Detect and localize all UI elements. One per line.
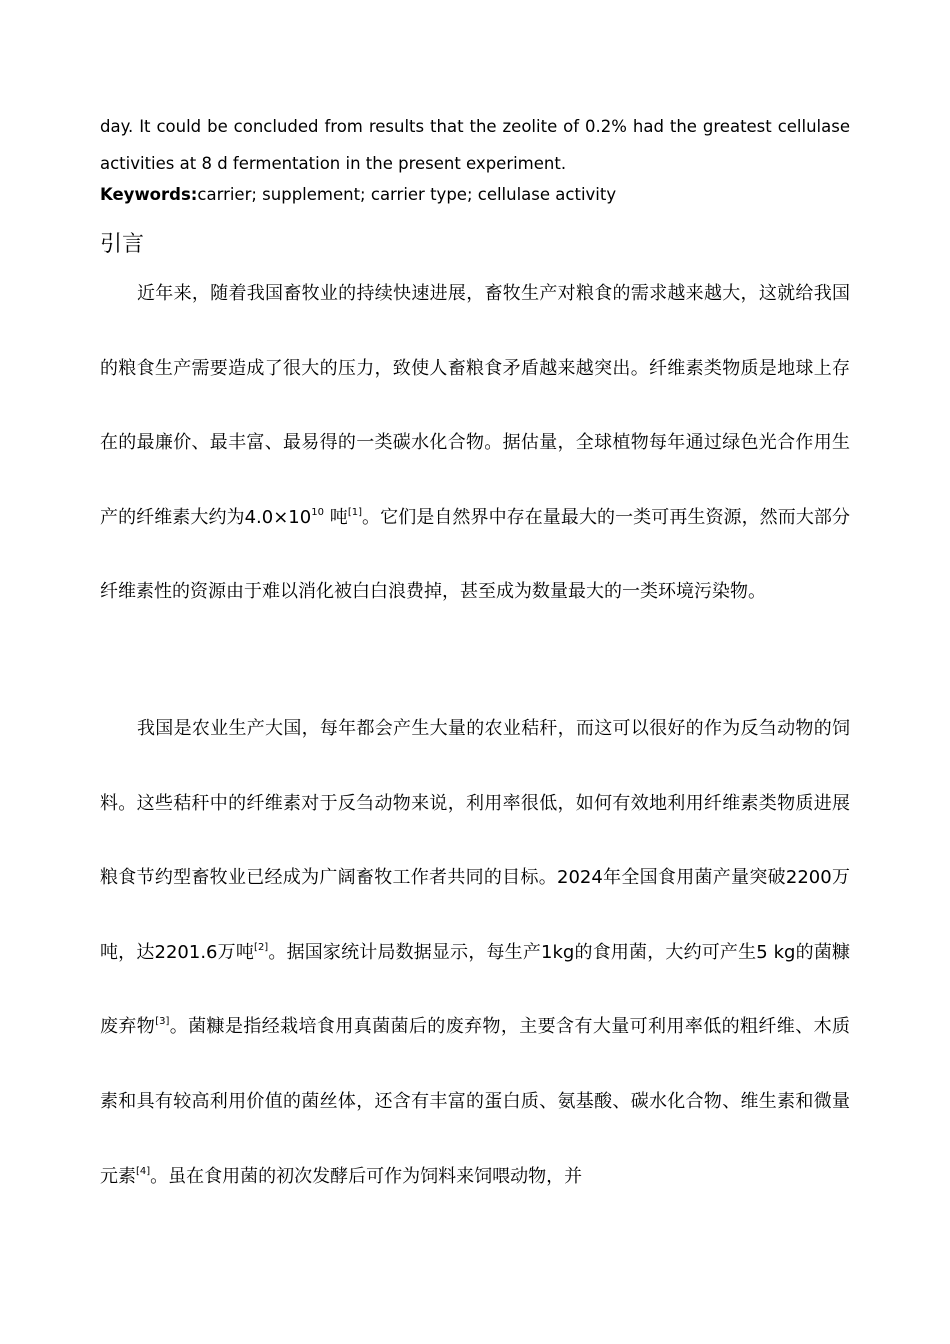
- introduction-paragraph-2: [100, 692, 850, 1214]
- introduction-paragraph-1: [100, 257, 850, 630]
- keywords-value: carrier; supplement; carrier type; cellulase activity: [197, 185, 617, 204]
- citation-ref-2: [2]: [254, 941, 269, 953]
- citation-ref-1: [1]: [347, 506, 362, 518]
- paragraph-text: 吨: [323, 506, 348, 528]
- keywords-label: Keywords:: [100, 185, 198, 204]
- document-page: [100, 0, 850, 1344]
- exponent: 10: [311, 506, 324, 518]
- abstract-english-tail: [100, 108, 850, 182]
- citation-ref-3: [3]: [155, 1016, 170, 1028]
- paragraph-text: 。虽在食用菌的初次发酵后可作为饲料来饲喂动物，并: [150, 1165, 583, 1187]
- section-title-introduction: 引言: [100, 232, 145, 257]
- paragraph-text: 近年来，随着我国畜牧业的持续快速进展，畜牧生产对粮食的需求越来越大，这就给我国的粮食生产需要造成了很大的压力，致使人畜粮食矛盾越来越突出。纤维素类物质是地球上存在的最廉价、最丰富、最易得的一类碳水化合物。据估量，全球植物每年通过绿色光合作用生产的纤维素大约为4.0×10: [100, 283, 850, 528]
- keywords-line: [100, 182, 850, 208]
- paragraph-text: 。据国家统计局数据显示，每生产1kg的食用菌，大约可产生5 kg的菌糠废弃物: [100, 941, 851, 1038]
- abstract-text: day. It could be concluded from results that the zeolite of 0.2% had the greatest cellulase activities at 8 d fermentation in the present experiment.: [100, 117, 850, 173]
- paragraph-text: 我国是农业生产大国，每年都会产生大量的农业秸秆，而这可以很好的作为反刍动物的饲料。这些秸秆中的纤维素对于反刍动物来说，利用率很低，如何有效地利用纤维素类物质进展粮食节约型畜牧业已经成为广阔畜牧工作者共同的目标。2024年全国食用菌产量突破2200万吨，达2201.6万吨: [100, 718, 850, 963]
- citation-ref-4: [4]: [136, 1165, 151, 1177]
- paragraph-text: 。它们是自然界中存在量最大的一类可再生资源，然而大部分纤维素性的资源由于难以消化被白白浪费掉，甚至成为数量最大的一类环境污染物。: [100, 506, 850, 603]
- paragraph-text: 。菌糠是指经栽培食用真菌菌后的废弃物，主要含有大量可利用率低的粗纤维、木质素和具有较高利用价值的菌丝体，还含有丰富的蛋白质、氨基酸、碳水化合物、维生素和微量元素: [100, 1016, 850, 1187]
